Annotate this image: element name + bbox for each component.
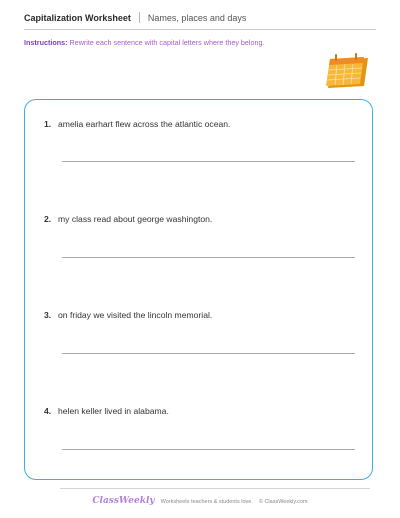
brand-logo[interactable]: ClassWeekly [92,496,155,506]
worksheet-answer-box [24,99,373,480]
question-number: 4. [44,406,52,416]
worksheet-subtitle: Names, places and days [147,12,247,23]
question-2 [44,214,212,224]
question-text: helen keller lived in alabama. [58,406,169,416]
answer-line-3[interactable] [62,353,355,354]
question-3 [44,310,212,320]
footer [0,496,400,506]
question-text: amelia earhart flew across the atlantic ocean. [58,119,231,129]
question-text: my class read about george washington. [58,214,213,224]
question-1 [44,119,230,129]
worksheet-header [24,12,246,23]
answer-line-4[interactable] [62,449,355,450]
question-number: 3. [44,310,52,320]
instructions-text: Rewrite each sentence with capital letters where they belong. [69,38,265,47]
question-4 [44,406,169,416]
instructions [24,38,265,47]
question-number: 1. [44,119,52,129]
question-text: on friday we visited the lincoln memorial. [58,310,213,320]
question-number: 2. [44,214,52,224]
answer-line-1[interactable] [62,161,355,162]
instructions-label: Instructions: [24,38,68,47]
footer-copyright: © ClassWeekly.com [258,499,308,505]
header-divider [139,12,140,23]
footer-rule [60,488,370,489]
header-rule [24,29,376,30]
footer-tagline: Worksheets teachers & students love. [160,499,253,505]
calendar-icon [324,50,370,90]
answer-line-2[interactable] [62,257,355,258]
worksheet-title: Capitalization Worksheet [24,12,131,23]
